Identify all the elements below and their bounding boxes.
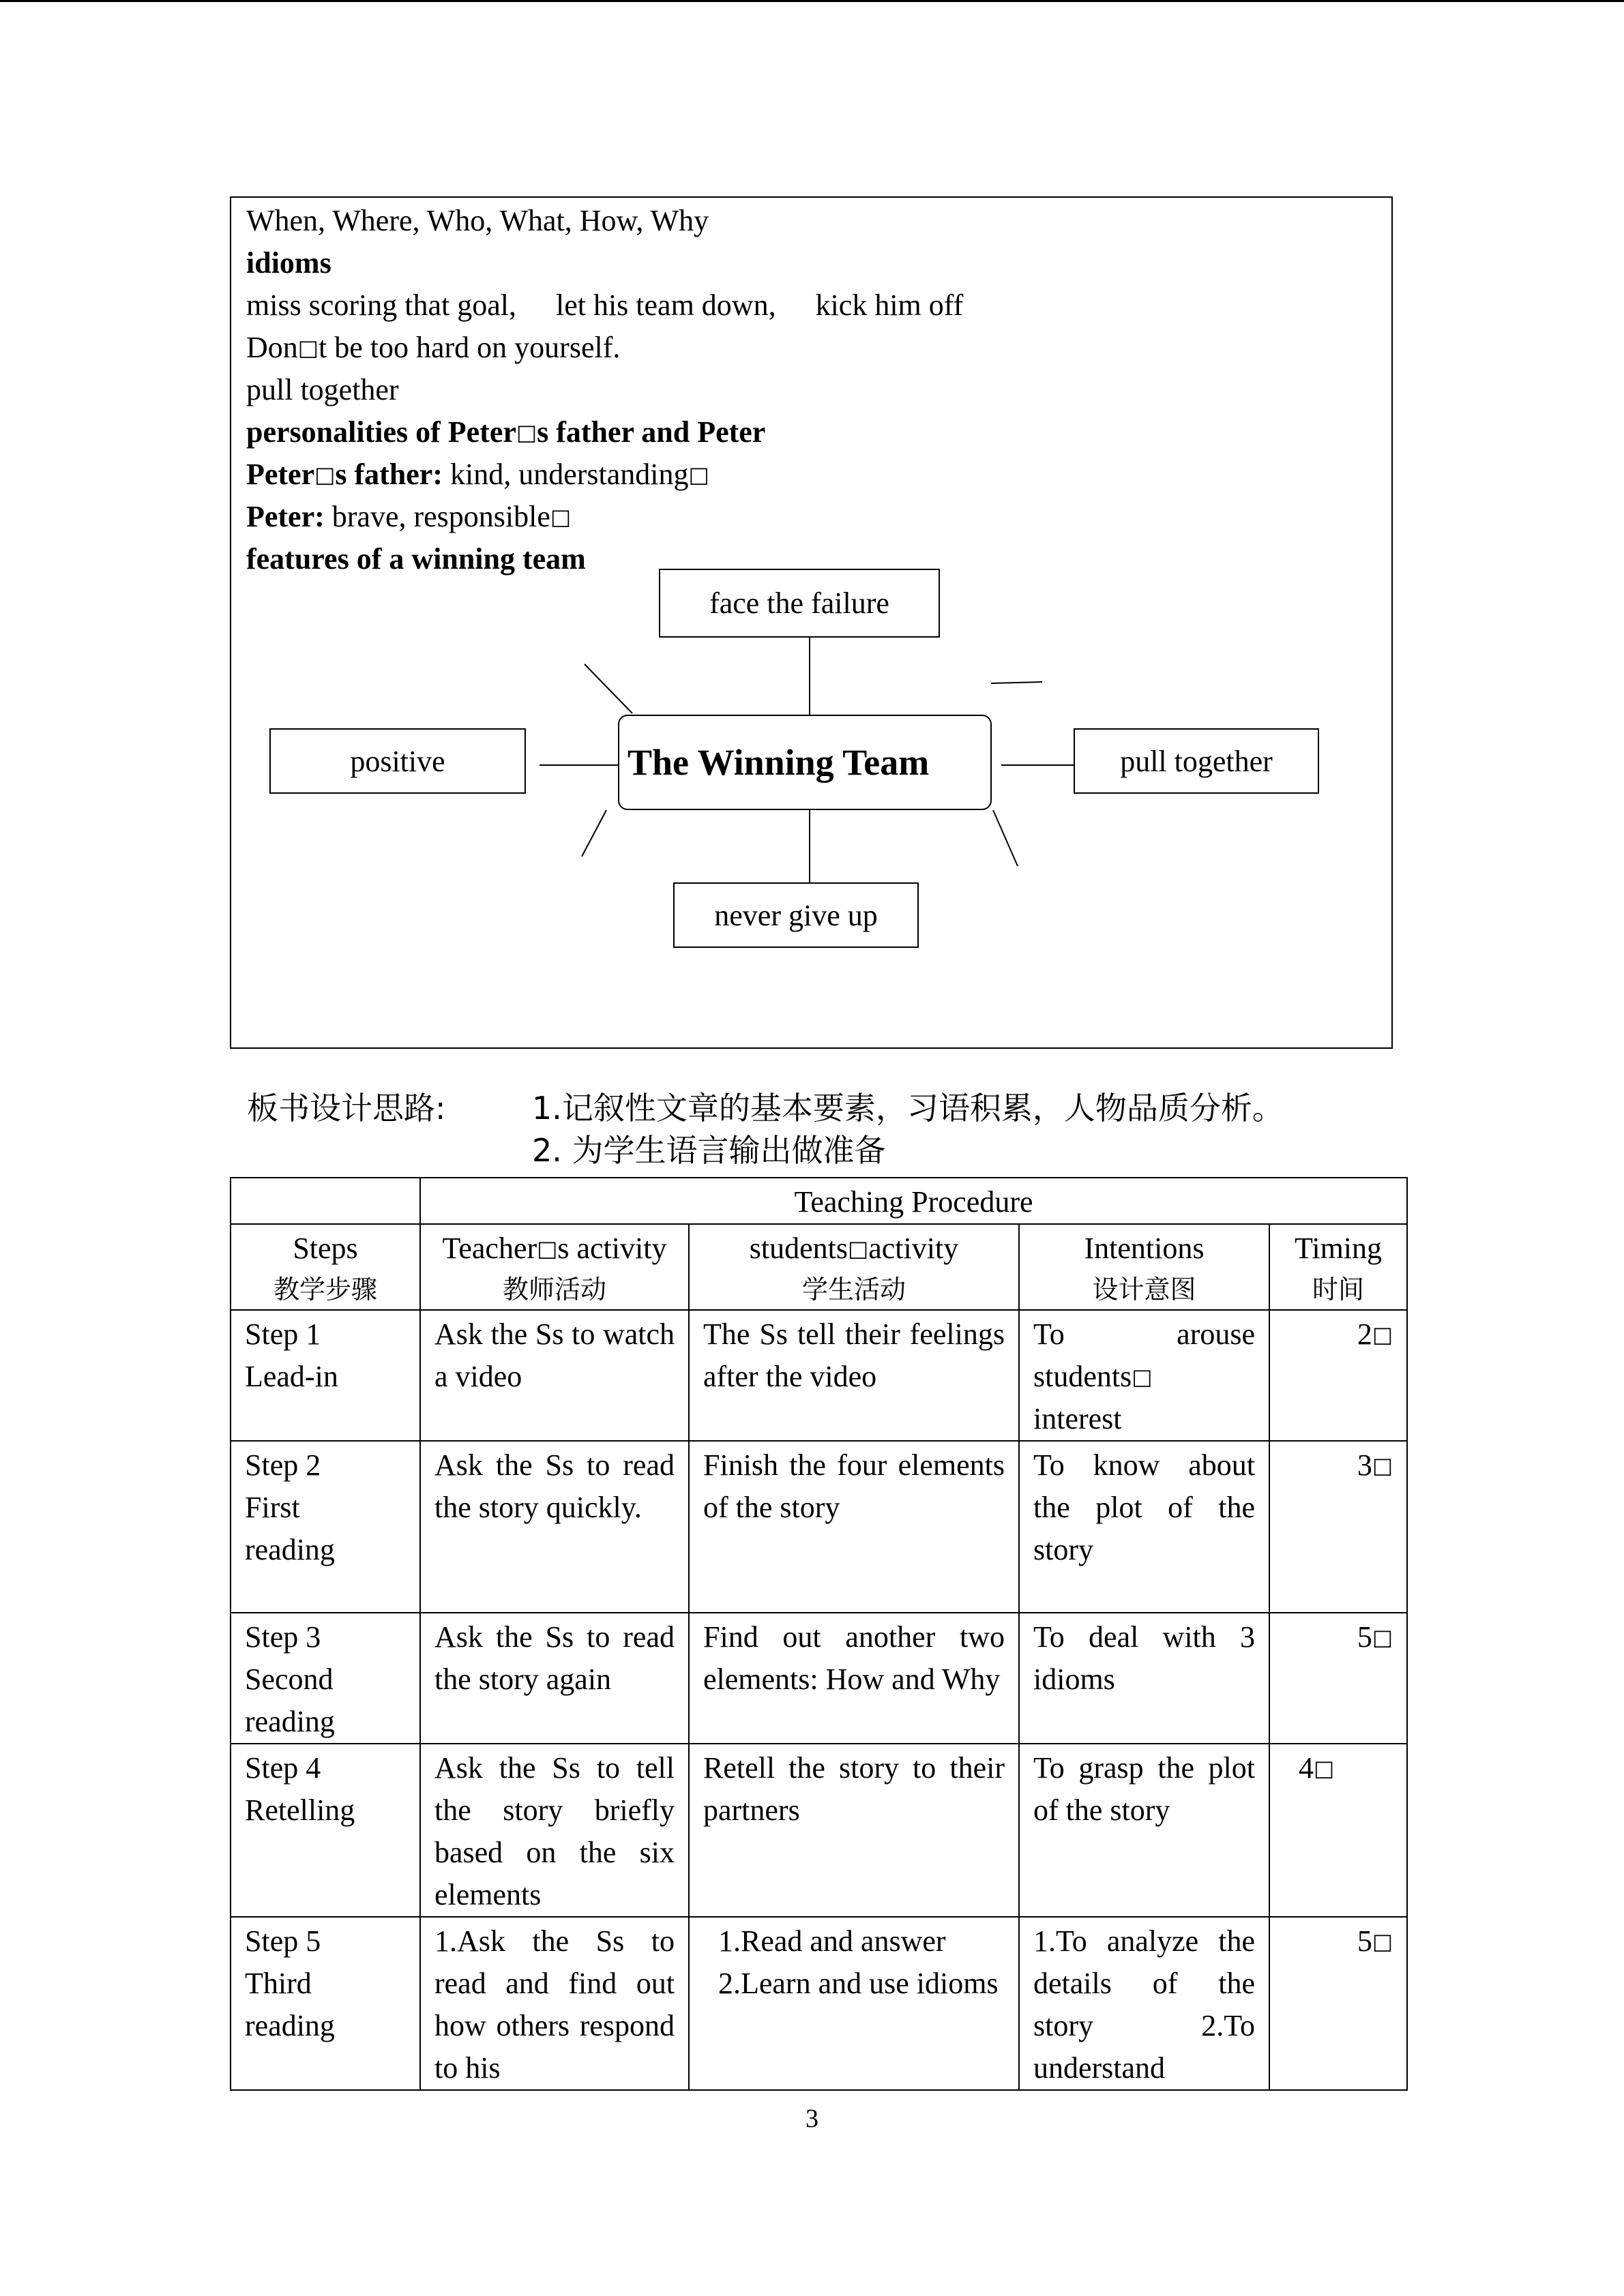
step-phase-b: reading xyxy=(245,1705,335,1738)
mindmap-node-right: pull together xyxy=(1074,728,1319,794)
table-title: Teaching Procedure xyxy=(420,1178,1407,1224)
step-number: Step 4 xyxy=(245,1751,321,1785)
father-label-a: Peter xyxy=(246,458,315,491)
teacher-activity: 1.Ask the Ss to read and find out how others respond to his xyxy=(420,1917,689,2090)
step-cell xyxy=(231,1613,420,1744)
elements-line: When, Where, Who, What, How, Why xyxy=(246,204,709,237)
dont-text-b: t be too hard on yourself. xyxy=(319,331,621,364)
step-number: Step 1 xyxy=(245,1317,321,1351)
timing-value: 2 xyxy=(1357,1317,1372,1351)
teacher-activity: Ask the Ss to watch a video xyxy=(420,1310,689,1441)
features-heading: features of a winning team xyxy=(246,542,586,576)
father-label-b: s father: xyxy=(335,458,443,491)
step-cell xyxy=(231,1744,420,1917)
spoke-top-right xyxy=(991,682,1042,683)
timing-value: 4 xyxy=(1299,1751,1314,1785)
students-activity: The Ss tell their feelings after the video xyxy=(689,1310,1019,1441)
notes-point-1: 1.记叙性文章的基本要素，习语积累，人物品质分析。 xyxy=(532,1090,1284,1127)
intention: To know about the plot of the story xyxy=(1019,1441,1269,1613)
table-row xyxy=(231,1613,1407,1744)
missing-glyph: □ xyxy=(537,1236,558,1262)
intention: To deal with 3 idioms xyxy=(1019,1613,1269,1744)
header-students-b: activity xyxy=(868,1232,959,1265)
header-steps-cn: 教学步骤 xyxy=(273,1274,377,1304)
table-row xyxy=(231,1441,1407,1613)
students-activity: Retell the story to their partners xyxy=(689,1744,1019,1917)
missing-glyph: □ xyxy=(1314,1755,1335,1781)
timing-cell xyxy=(1269,1441,1407,1613)
students-activity-1: 1.Read and answer xyxy=(718,1924,946,1958)
pull-together-line: pull together xyxy=(246,373,399,406)
step-cell xyxy=(231,1441,420,1613)
step-number: Step 3 xyxy=(245,1620,321,1654)
missing-glyph: □ xyxy=(1132,1364,1153,1390)
peter-label: Peter: xyxy=(246,500,325,533)
spoke-top-left xyxy=(585,664,632,713)
step-phase: Lead-in xyxy=(245,1360,338,1393)
timing-cell xyxy=(1269,1613,1407,1744)
header-steps xyxy=(231,1224,420,1310)
table-row xyxy=(231,1744,1407,1917)
missing-glyph: □ xyxy=(1372,1452,1393,1478)
missing-glyph: □ xyxy=(688,462,709,488)
timing-value: 5 xyxy=(1357,1924,1372,1958)
step-phase-a: Second xyxy=(245,1663,334,1696)
header-students xyxy=(689,1224,1019,1310)
intention-text-a: To arouse students xyxy=(1033,1317,1255,1393)
design-notes xyxy=(247,1087,1284,1169)
idioms-heading: idioms xyxy=(246,246,331,280)
step-cell xyxy=(231,1917,420,2090)
top-border-line xyxy=(0,0,1624,2)
students-activity: Finish the four elements of the story xyxy=(689,1441,1019,1613)
header-intentions-cn: 设计意图 xyxy=(1092,1274,1196,1304)
spoke-bottom-right xyxy=(993,810,1018,866)
missing-glyph: □ xyxy=(1372,1322,1393,1347)
board-design-box xyxy=(230,196,1393,1049)
timing-cell xyxy=(1269,1917,1407,2090)
header-teacher xyxy=(420,1224,689,1310)
students-activity xyxy=(689,1917,1019,2090)
intention: To grasp the plot of the story xyxy=(1019,1744,1269,1917)
missing-glyph: □ xyxy=(1372,1624,1393,1650)
table-corner-cell xyxy=(231,1178,420,1224)
step-phase-a: First xyxy=(245,1491,300,1524)
mindmap-node-left: positive xyxy=(269,728,526,794)
mindmap-node-top: face the failure xyxy=(659,569,940,638)
header-teacher-a: Teacher xyxy=(442,1232,537,1265)
intention: 1.To analyze the details of the story 2.To understand xyxy=(1019,1917,1269,2090)
missing-glyph: □ xyxy=(848,1236,869,1262)
teacher-activity: Ask the Ss to read the story quickly. xyxy=(420,1441,689,1613)
step-number: Step 5 xyxy=(245,1924,321,1958)
header-timing-en: Timing xyxy=(1295,1232,1383,1265)
idiom-3: kick him off xyxy=(815,288,964,322)
table-row xyxy=(231,1917,1407,2090)
timing-cell xyxy=(1269,1310,1407,1441)
students-activity: Find out another two elements: How and Why xyxy=(689,1613,1019,1744)
header-timing-cn: 时间 xyxy=(1312,1274,1365,1304)
idiom-2: let his team down, xyxy=(555,288,776,322)
header-students-a: students xyxy=(749,1232,848,1265)
peter-traits: brave, responsible xyxy=(324,500,550,533)
missing-glyph: □ xyxy=(314,462,336,488)
spoke-bottom-left xyxy=(582,810,606,856)
personalities-text-a: personalities of Peter xyxy=(246,415,516,449)
step-phase-a: Third xyxy=(245,1967,312,2000)
step-phase-b: reading xyxy=(245,2009,335,2042)
timing-value: 5 xyxy=(1357,1620,1372,1654)
personalities-text-b: s father and Peter xyxy=(537,415,766,449)
students-activity-2: 2.Learn and use idioms xyxy=(718,1967,999,2000)
missing-glyph: □ xyxy=(1372,1928,1393,1954)
step-phase-b: reading xyxy=(245,1533,335,1566)
step-phase: Retelling xyxy=(245,1793,355,1827)
teacher-activity: Ask the Ss to tell the story briefly based on the six elements xyxy=(420,1744,689,1917)
teaching-procedure-table xyxy=(230,1177,1408,2091)
step-number: Step 2 xyxy=(245,1448,321,1482)
table-row xyxy=(231,1310,1407,1441)
missing-glyph: □ xyxy=(516,419,537,445)
mindmap-node-bottom: never give up xyxy=(673,882,919,948)
table-header-row xyxy=(231,1224,1407,1310)
dont-text-a: Don xyxy=(246,331,298,364)
notes-label: 板书设计思路: xyxy=(247,1090,446,1127)
mindmap-center: The Winning Team xyxy=(618,715,992,810)
missing-glyph: □ xyxy=(550,504,572,530)
timing-value: 3 xyxy=(1357,1448,1372,1482)
notes-point-2: 2. 为学生语言输出做准备 xyxy=(532,1132,886,1169)
page-number: 3 xyxy=(806,2104,818,2133)
intention xyxy=(1019,1310,1269,1441)
missing-glyph: □ xyxy=(297,335,319,361)
header-teacher-b: s activity xyxy=(557,1232,667,1265)
header-students-cn: 学生活动 xyxy=(801,1274,906,1304)
father-traits: kind, understanding xyxy=(442,458,689,491)
table-title-row xyxy=(231,1178,1407,1224)
step-cell xyxy=(231,1310,420,1441)
header-intentions xyxy=(1019,1224,1269,1310)
idiom-1: miss scoring that goal, xyxy=(246,288,516,322)
header-teacher-cn: 教师活动 xyxy=(502,1274,606,1304)
header-timing xyxy=(1269,1224,1407,1310)
header-intentions-en: Intentions xyxy=(1084,1232,1205,1265)
teacher-activity: Ask the Ss to read the story again xyxy=(420,1613,689,1744)
intention-text-b: interest xyxy=(1033,1402,1122,1435)
header-steps-en: Steps xyxy=(293,1232,358,1265)
timing-cell xyxy=(1269,1744,1407,1917)
